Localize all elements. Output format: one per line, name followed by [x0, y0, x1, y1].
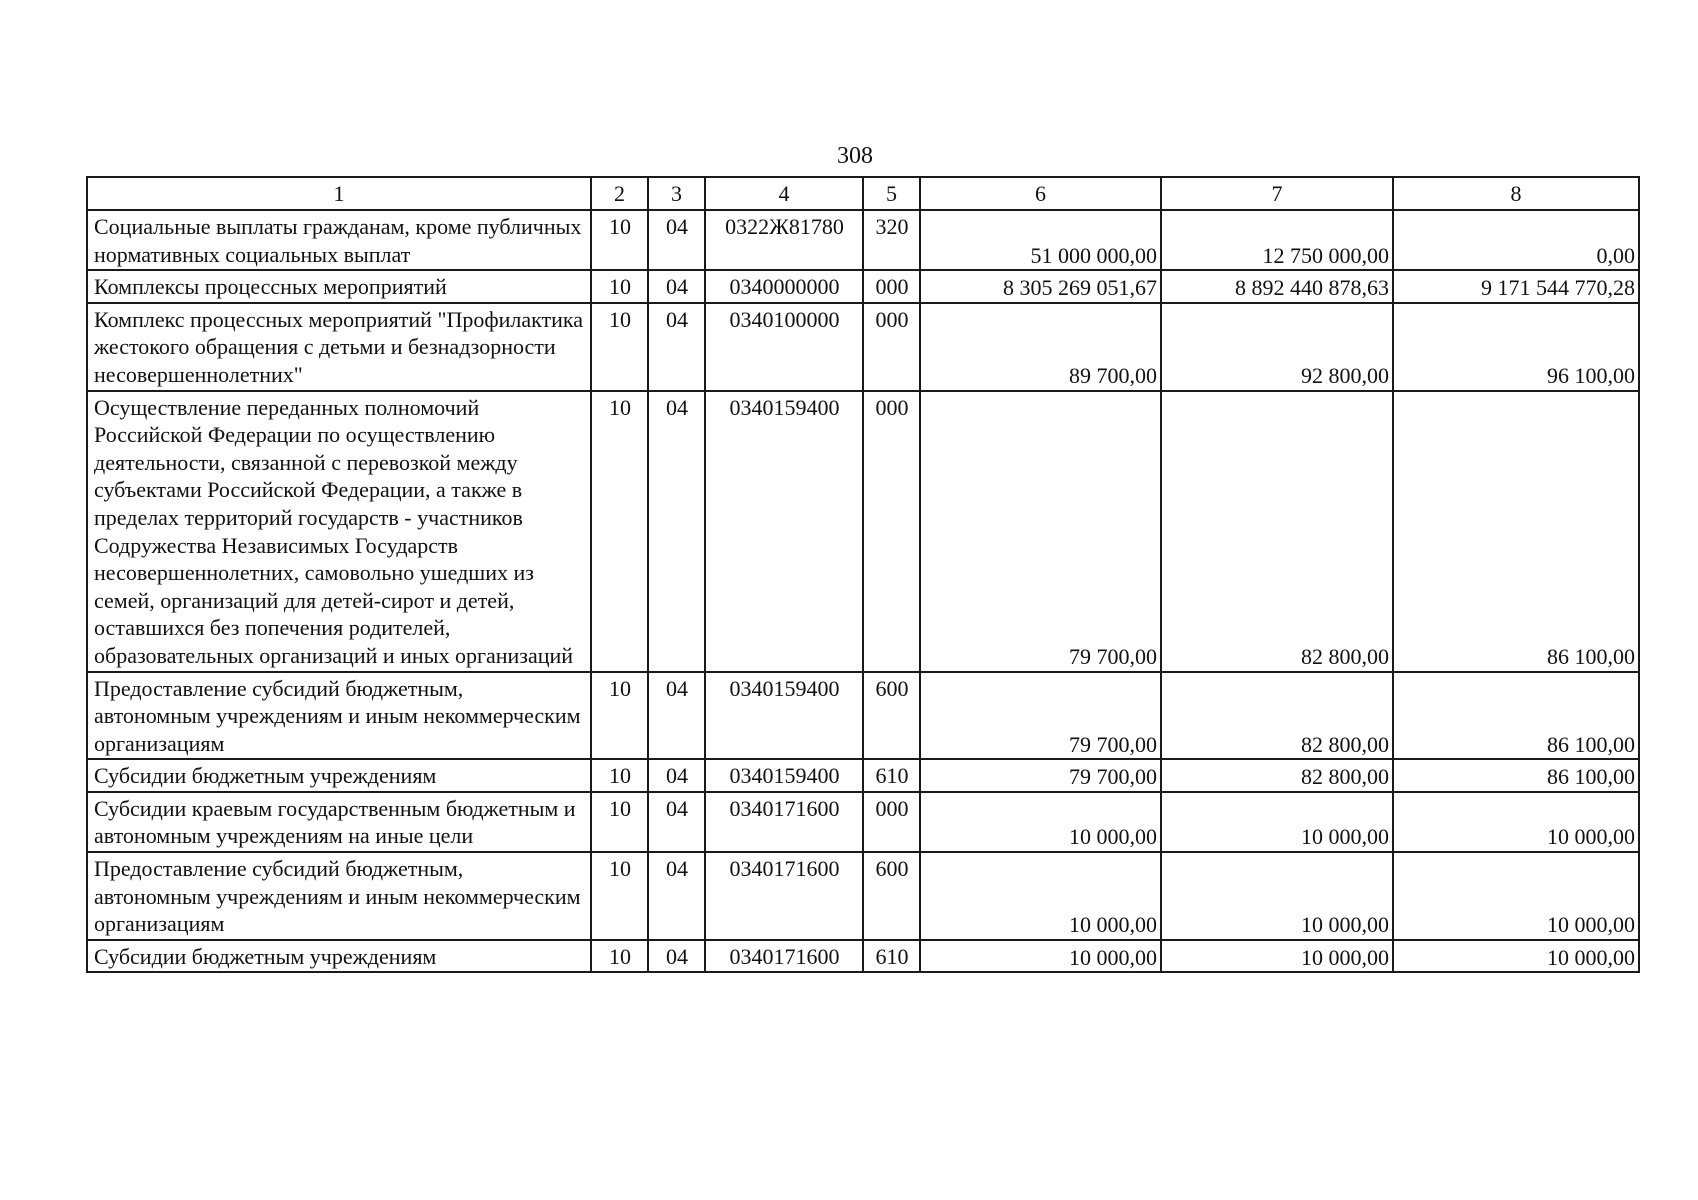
row-amount-col7: 10 000,00 [1161, 792, 1393, 852]
row-expense-type: 000 [863, 270, 920, 303]
table-row [87, 940, 1639, 973]
row-name: Субсидии бюджетным учреждениям [87, 759, 591, 792]
row-subsection: 04 [648, 270, 705, 303]
row-target-code: 0340171600 [705, 792, 863, 852]
row-name: Осуществление переданных полномочий Российской Федерации по осуществлению деятельности, связанной с перевозкой между субъектами Российской Федерации, а также в пределах территорий государств - участников Содружества Независимых Государств несовершеннолетних, самовольно ушедших из семей, организаций для детей-сирот и детей, оставшихся без попечения родителей, образовательных организаций и иных организаций [87, 391, 591, 672]
table-row [87, 270, 1639, 303]
row-target-code: 0340171600 [705, 852, 863, 940]
row-amount-col6: 79 700,00 [920, 759, 1161, 792]
row-subsection: 04 [648, 940, 705, 973]
row-section: 10 [591, 672, 648, 760]
row-target-code: 0322Ж81780 [705, 210, 863, 270]
header-col-8: 8 [1393, 177, 1639, 210]
header-col-7: 7 [1161, 177, 1393, 210]
row-expense-type: 600 [863, 672, 920, 760]
row-target-code: 0340100000 [705, 303, 863, 391]
row-amount-col6: 79 700,00 [920, 391, 1161, 672]
row-name: Предоставление субсидий бюджетным, автономным учреждениям и иным некоммерческим организациям [87, 672, 591, 760]
row-amount-col8: 10 000,00 [1393, 852, 1639, 940]
row-amount-col6: 79 700,00 [920, 672, 1161, 760]
table-row [87, 210, 1639, 270]
row-name: Комплекс процессных мероприятий "Профилактика жестокого обращения с детьми и безнадзорности несовершеннолетних" [87, 303, 591, 391]
header-col-3: 3 [648, 177, 705, 210]
header-col-4: 4 [705, 177, 863, 210]
row-name: Социальные выплаты гражданам, кроме публичных нормативных социальных выплат [87, 210, 591, 270]
row-expense-type: 000 [863, 792, 920, 852]
row-section: 10 [591, 391, 648, 672]
row-expense-type: 000 [863, 391, 920, 672]
row-amount-col8: 10 000,00 [1393, 792, 1639, 852]
row-amount-col8: 86 100,00 [1393, 759, 1639, 792]
row-amount-col7: 10 000,00 [1161, 940, 1393, 973]
table-row [87, 303, 1639, 391]
row-name: Предоставление субсидий бюджетным, автономным учреждениям и иным некоммерческим организациям [87, 852, 591, 940]
row-target-code: 0340159400 [705, 672, 863, 760]
row-amount-col8: 10 000,00 [1393, 940, 1639, 973]
row-section: 10 [591, 270, 648, 303]
row-section: 10 [591, 792, 648, 852]
row-section: 10 [591, 759, 648, 792]
row-subsection: 04 [648, 852, 705, 940]
row-subsection: 04 [648, 391, 705, 672]
row-amount-col7: 12 750 000,00 [1161, 210, 1393, 270]
table-row [87, 852, 1639, 940]
row-target-code: 0340159400 [705, 759, 863, 792]
table-row [87, 792, 1639, 852]
row-amount-col6: 89 700,00 [920, 303, 1161, 391]
row-expense-type: 600 [863, 852, 920, 940]
header-col-6: 6 [920, 177, 1161, 210]
row-subsection: 04 [648, 303, 705, 391]
row-amount-col8: 0,00 [1393, 210, 1639, 270]
row-name: Субсидии бюджетным учреждениям [87, 940, 591, 973]
row-target-code: 0340159400 [705, 391, 863, 672]
row-amount-col7: 10 000,00 [1161, 852, 1393, 940]
page-number: 308 [837, 143, 873, 169]
row-subsection: 04 [648, 759, 705, 792]
row-expense-type: 320 [863, 210, 920, 270]
row-amount-col7: 82 800,00 [1161, 759, 1393, 792]
header-row [87, 177, 1639, 210]
row-section: 10 [591, 940, 648, 973]
row-amount-col6: 8 305 269 051,67 [920, 270, 1161, 303]
row-section: 10 [591, 210, 648, 270]
row-subsection: 04 [648, 210, 705, 270]
row-expense-type: 610 [863, 940, 920, 973]
row-subsection: 04 [648, 792, 705, 852]
table-row [87, 391, 1639, 672]
row-amount-col6: 10 000,00 [920, 792, 1161, 852]
row-target-code: 0340000000 [705, 270, 863, 303]
row-amount-col7: 8 892 440 878,63 [1161, 270, 1393, 303]
row-name: Комплексы процессных мероприятий [87, 270, 591, 303]
row-name: Субсидии краевым государственным бюджетным и автономным учреждениям на иные цели [87, 792, 591, 852]
row-expense-type: 610 [863, 759, 920, 792]
row-section: 10 [591, 852, 648, 940]
budget-table [86, 176, 1640, 973]
table-row [87, 672, 1639, 760]
row-amount-col8: 86 100,00 [1393, 391, 1639, 672]
row-amount-col7: 82 800,00 [1161, 672, 1393, 760]
row-amount-col7: 92 800,00 [1161, 303, 1393, 391]
header-col-5: 5 [863, 177, 920, 210]
header-col-2: 2 [591, 177, 648, 210]
row-expense-type: 000 [863, 303, 920, 391]
table-row [87, 759, 1639, 792]
row-target-code: 0340171600 [705, 940, 863, 973]
row-subsection: 04 [648, 672, 705, 760]
header-col-1: 1 [87, 177, 591, 210]
row-amount-col6: 10 000,00 [920, 852, 1161, 940]
row-amount-col6: 51 000 000,00 [920, 210, 1161, 270]
row-amount-col8: 96 100,00 [1393, 303, 1639, 391]
row-amount-col8: 86 100,00 [1393, 672, 1639, 760]
row-amount-col7: 82 800,00 [1161, 391, 1393, 672]
row-amount-col6: 10 000,00 [920, 940, 1161, 973]
row-section: 10 [591, 303, 648, 391]
row-amount-col8: 9 171 544 770,28 [1393, 270, 1639, 303]
